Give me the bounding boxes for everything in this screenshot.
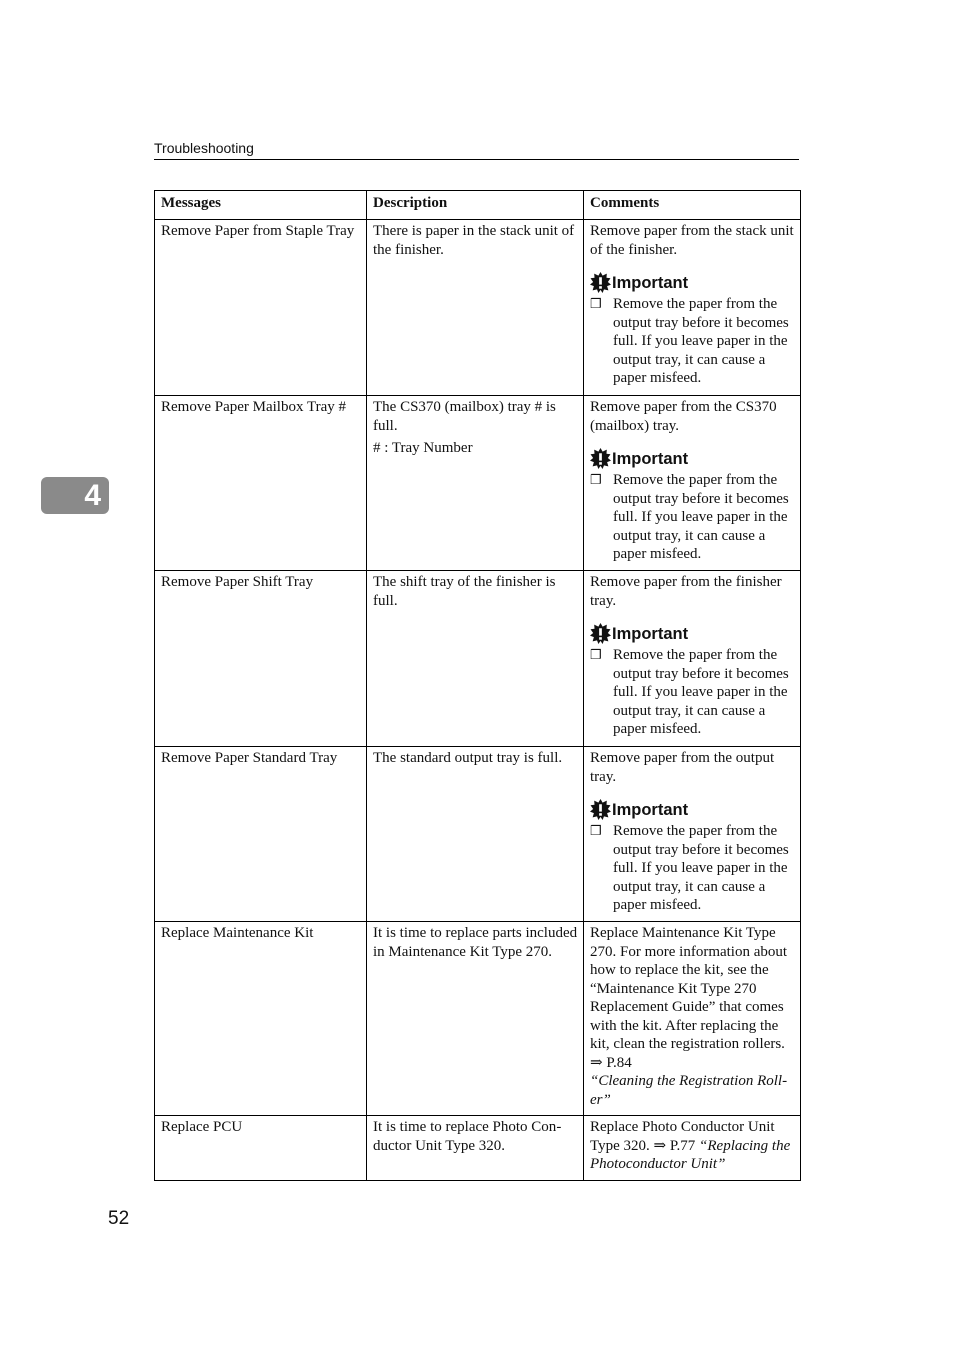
message-cell: Remove Paper Mailbox Tray # [155,396,367,571]
important-heading [590,272,795,293]
column-header-comments: Comments [584,191,801,220]
message-cell: Replace Maintenance Kit [155,922,367,1116]
description-text: The shift tray of the finisher is full. [373,574,556,609]
comment-text: Remove paper from the CS370 (mailbox) tray. [590,399,777,434]
comment-reference-link[interactable]: “Cleaning the Registration Roller” [590,1073,788,1108]
comment-body: Replace Maintenance Kit Type 270. For more information about how to replace the kit, see the “Maintenance Kit Type 270 Replacement Guide” that comes with the kit. After replacing the kit, clean the registration rollers. ⇒ P.84 [590,925,788,1071]
important-label: Important [612,449,689,468]
description-note: # : Tray Number [373,440,473,456]
running-head: Troubleshooting [154,138,799,160]
comment-cell [584,571,801,747]
table-row [155,747,801,922]
important-heading [590,448,795,469]
comment-reference-link[interactable]: “Replacing the Photoconductor Unit” [590,1137,791,1172]
important-icon [590,448,611,469]
message-cell: Replace PCU [155,1116,367,1181]
message-cell: Remove Paper Shift Tray [155,571,367,747]
description-text: It is time to replace parts included in Maintenance Kit Type 270. [373,925,578,960]
comment-cell [584,396,801,571]
page-number: 52 [108,1208,130,1229]
table-row [155,396,801,571]
comment-text: Remove paper from the output tray. [590,750,775,785]
table-row [155,1116,801,1181]
checkbox-icon: ❒ [590,823,602,838]
important-icon [590,272,611,293]
table-row [155,220,801,396]
description-cell [367,571,584,747]
checkbox-icon: ❒ [590,296,602,311]
table-row [155,922,801,1116]
description-cell [367,747,584,922]
checkbox-icon: ❒ [590,472,602,487]
important-heading [590,623,795,644]
description-text: It is time to replace Photo Conductor Unit Type 320. [373,1119,562,1154]
important-label: Important [612,624,689,643]
message-cell: Remove Paper from Staple Tray [155,220,367,396]
description-cell [367,220,584,396]
table-header-row [155,191,801,220]
chapter-tab: 4 [41,477,109,514]
comment-body: Replace Photo Conductor Unit Type 320. ⇒ P.77 [590,1119,775,1154]
comment-cell [584,922,801,1116]
comment-text: Remove paper from the stack unit of the finisher. [590,223,794,258]
important-item [590,822,795,915]
description-text: The standard output tray is full. [373,750,563,766]
message-cell: Remove Paper Standard Tray [155,747,367,922]
description-cell [367,1116,584,1181]
important-icon [590,799,611,820]
comment-text [590,924,795,1109]
important-text: Remove the paper from the output tray before it becomes full. If you leave paper in the output tray, it can cause a paper misfeed. [613,296,789,386]
comment-cell [584,747,801,922]
comment-cell [584,220,801,396]
checkbox-icon: ❒ [590,647,602,662]
comment-text [590,1118,795,1174]
comment-text: Remove paper from the finisher tray. [590,574,782,609]
messages-table [154,190,801,1181]
important-text: Remove the paper from the output tray before it becomes full. If you leave paper in the output tray, it can cause a paper misfeed. [613,823,789,913]
description-text: There is paper in the stack unit of the finisher. [373,223,575,258]
important-heading [590,799,795,820]
table-row [155,571,801,747]
description-cell [367,922,584,1116]
important-item [590,295,795,388]
description-cell [367,396,584,571]
column-header-description: Description [367,191,584,220]
important-label: Important [612,273,689,292]
important-text: Remove the paper from the output tray before it becomes full. If you leave paper in the output tray, it can cause a paper misfeed. [613,472,789,562]
column-header-messages: Messages [155,191,367,220]
important-text: Remove the paper from the output tray before it becomes full. If you leave paper in the output tray, it can cause a paper misfeed. [613,647,789,737]
important-label: Important [612,800,689,819]
description-text: The CS370 (mailbox) tray # is full. [373,399,556,434]
important-icon [590,623,611,644]
comment-cell [584,1116,801,1181]
important-item [590,646,795,739]
important-item [590,471,795,564]
